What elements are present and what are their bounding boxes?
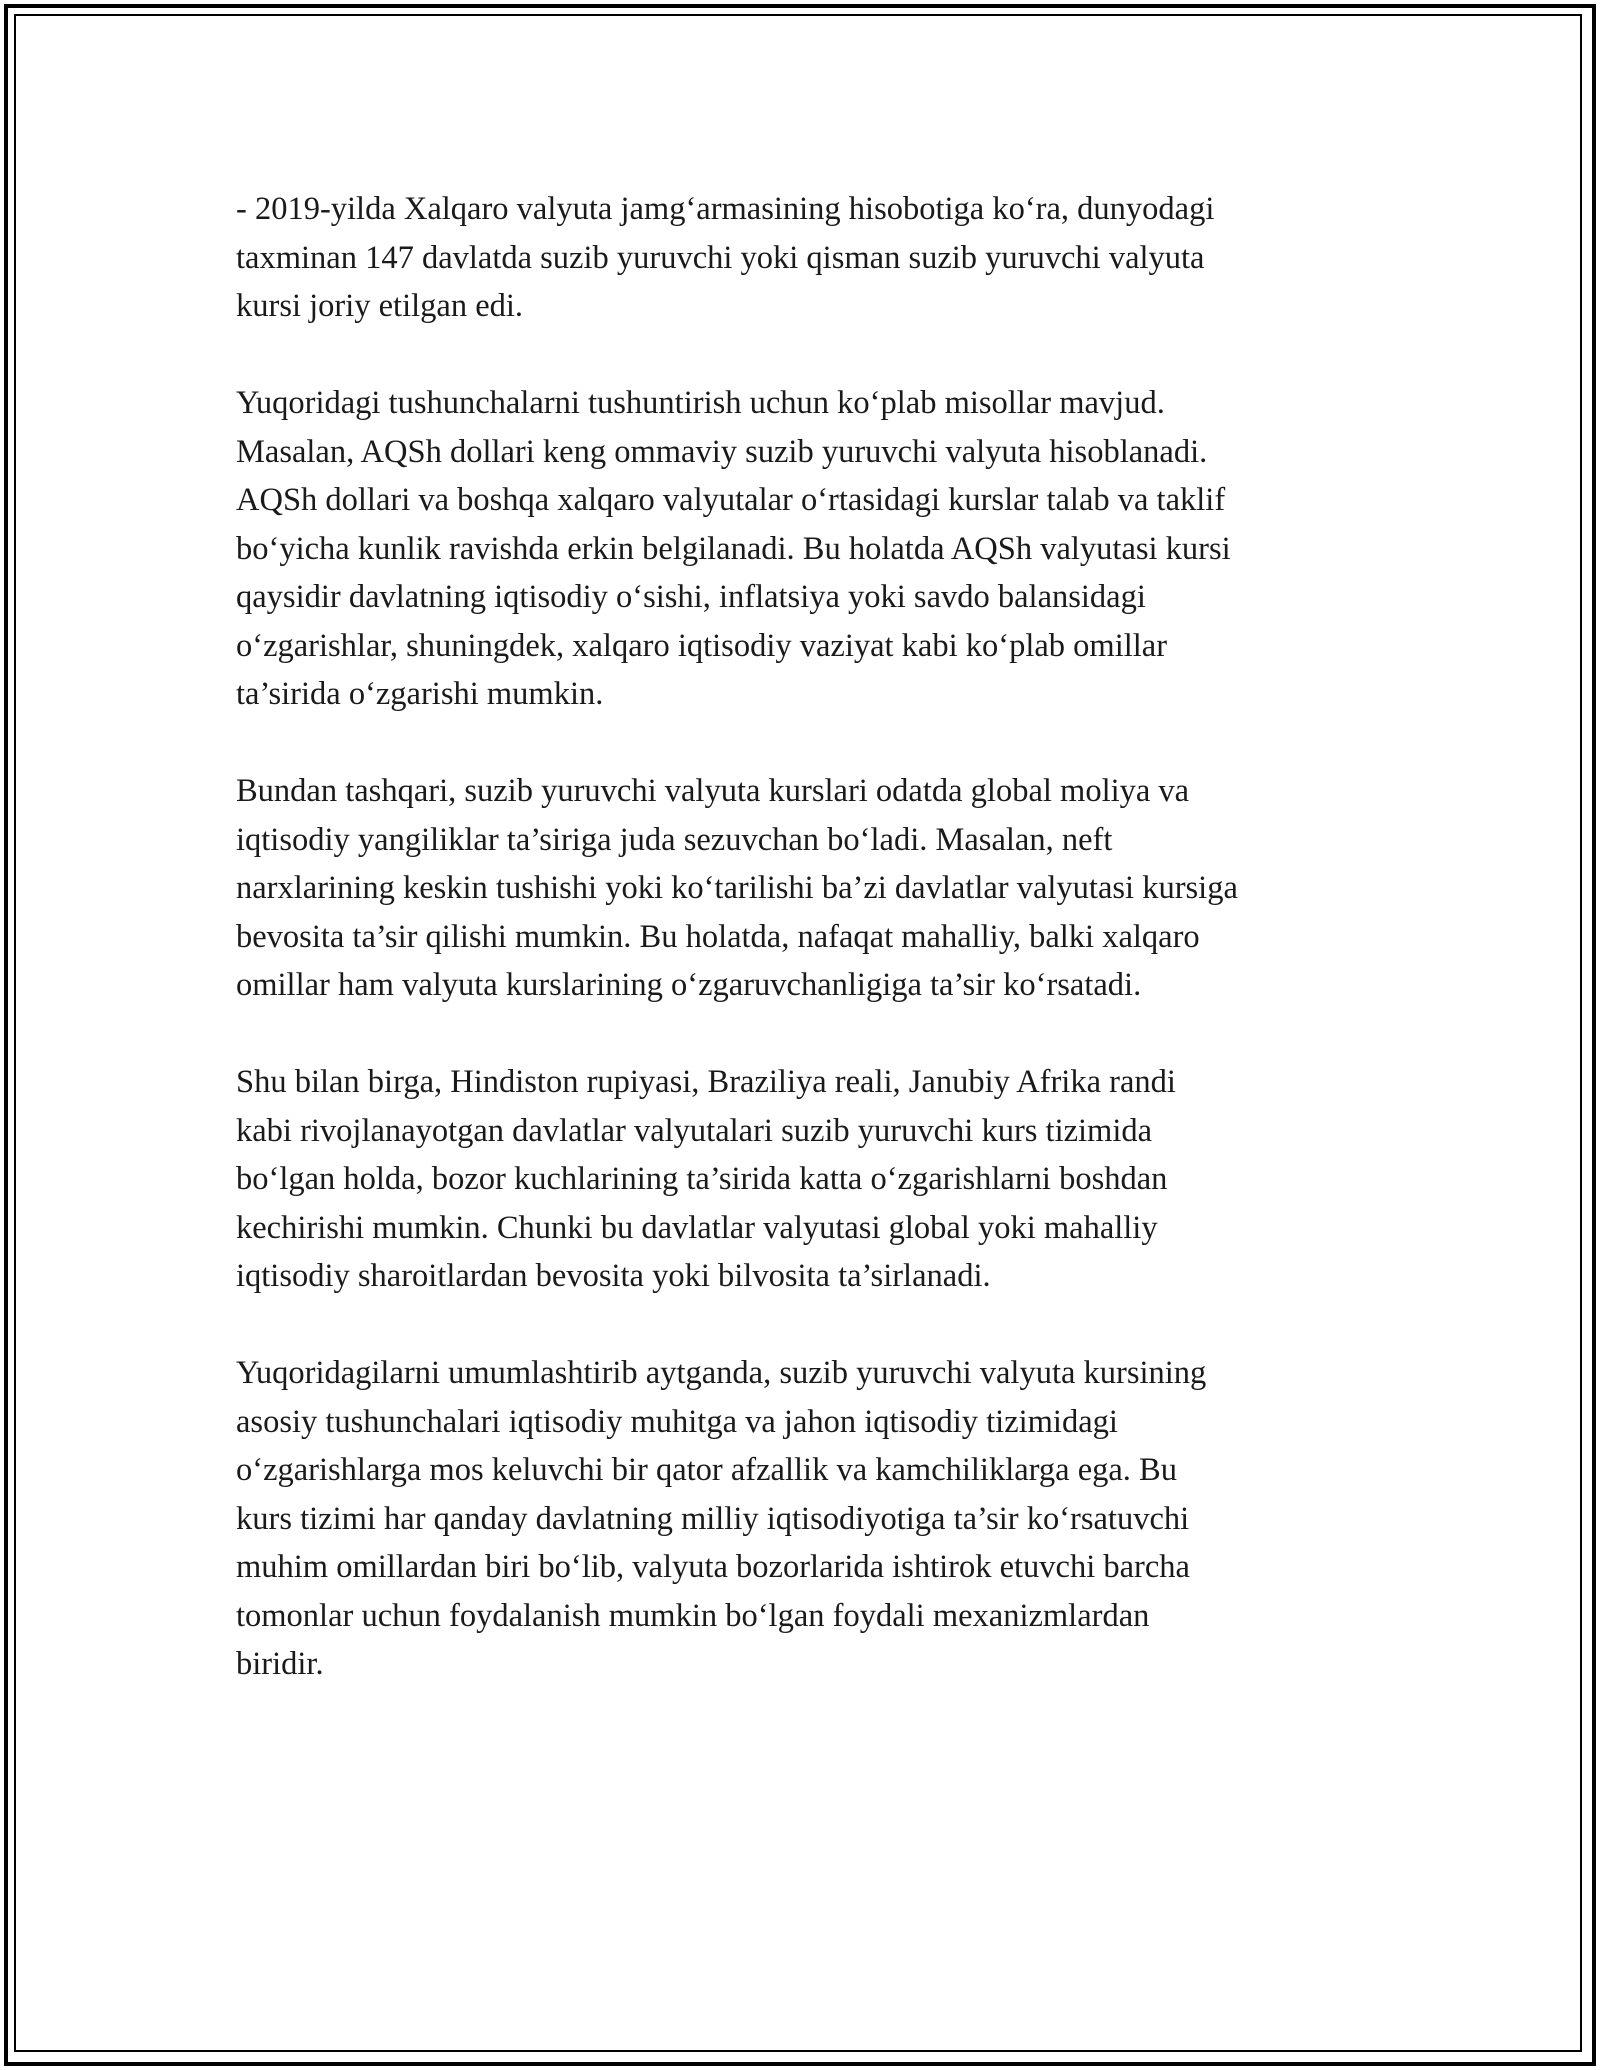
text-line: o‘zgarishlar, shuningdek, xalqaro iqtisodiy vaziyat kabi ko‘plab omillar — [236, 627, 1168, 664]
document-body — [236, 185, 1386, 1737]
text-line: Bundan tashqari, suzib yuruvchi valyuta kurslari odatda global moliya va — [236, 773, 1190, 809]
text-line: iqtisodiy sharoitlardan bevosita yoki bilvosita ta’sirlanadi. — [236, 1258, 991, 1294]
text-line: taxminan 147 davlatda suzib yuruvchi yoki qisman suzib yuruvchi valyuta — [236, 239, 1205, 276]
text-line: kechirishi mumkin. Chunki bu davlatlar valyutasi global yoki mahalliy — [236, 1209, 1158, 1246]
paragraph-5 — [236, 1349, 1386, 1689]
text-line: muhim omillardan biri bo‘lib, valyuta bozorlarida ishtirok etuvchi barcha — [236, 1549, 1190, 1585]
text-line: bo‘yicha kunlik ravishda erkin belgilanadi. Bu holatda AQSh valyutasi kursi — [236, 530, 1231, 567]
text-line: asosiy tushunchalari iqtisodiy muhitga va jahon iqtisodiy tizimidagi — [236, 1403, 1118, 1440]
text-line: kabi rivojlanayotgan davlatlar valyutalari suzib yuruvchi kurs tizimida — [236, 1112, 1153, 1149]
text-line: iqtisodiy yangiliklar ta’siriga juda sezuvchan bo‘ladi. Masalan, neft — [236, 821, 1113, 858]
text-line: ta’sirida o‘zgarishi mumkin. — [236, 676, 604, 712]
text-line: o‘zgarishlarga mos keluvchi bir qator afzallik va kamchiliklarga ega. Bu — [236, 1452, 1177, 1488]
text-line: Shu bilan birga, Hindiston rupiyasi, Braziliya reali, Janubiy Afrika randi — [236, 1064, 1176, 1100]
text-line: kurs tizimi har qanday davlatning milliy iqtisodiyotiga ta’sir ko‘rsatuvchi — [236, 1500, 1190, 1537]
text-line: bevosita ta’sir qilishi mumkin. Bu holatda, nafaqat mahalliy, balki xalqaro — [236, 918, 1200, 955]
text-line: - 2019-yilda Xalqaro valyuta jamg‘armasining hisobotiga ko‘ra, dunyodagi — [236, 191, 1215, 227]
text-line: narxlarining keskin tushishi yoki ko‘tarilishi ba’zi davlatlar valyutasi kursiga — [236, 870, 1238, 906]
text-line: tomonlar uchun foydalanish mumkin bo‘lgan foydali mexanizmlardan — [236, 1597, 1150, 1634]
text-line: qaysidir davlatning iqtisodiy o‘sishi, inflatsiya yoki savdo balansidagi — [236, 579, 1146, 615]
paragraph-1 — [236, 185, 1386, 331]
paragraph-2 — [236, 379, 1386, 719]
text-line: Yuqoridagilarni umumlashtirib aytganda, suzib yuruvchi valyuta kursining — [236, 1355, 1207, 1391]
text-line: bo‘lgan holda, bozor kuchlarining ta’sirida katta o‘zgarishlarni boshdan — [236, 1161, 1168, 1197]
paragraph-3 — [236, 767, 1386, 1010]
paragraph-4 — [236, 1058, 1386, 1301]
text-line: Yuqoridagi tushunchalarni tushuntirish uchun ko‘plab misollar mavjud. — [236, 385, 1165, 421]
text-line: Masalan, AQSh dollari keng ommaviy suzib yuruvchi valyuta hisoblanadi. — [236, 433, 1208, 470]
text-line: AQSh dollari va boshqa xalqaro valyutalar o‘rtasidagi kurslar talab va taklif — [236, 482, 1226, 518]
text-line: omillar ham valyuta kurslarining o‘zgaruvchanligiga ta’sir ko‘rsatadi. — [236, 967, 1142, 1003]
text-line: biridir. — [236, 1646, 324, 1682]
text-line: kursi joriy etilgan edi. — [236, 288, 524, 324]
